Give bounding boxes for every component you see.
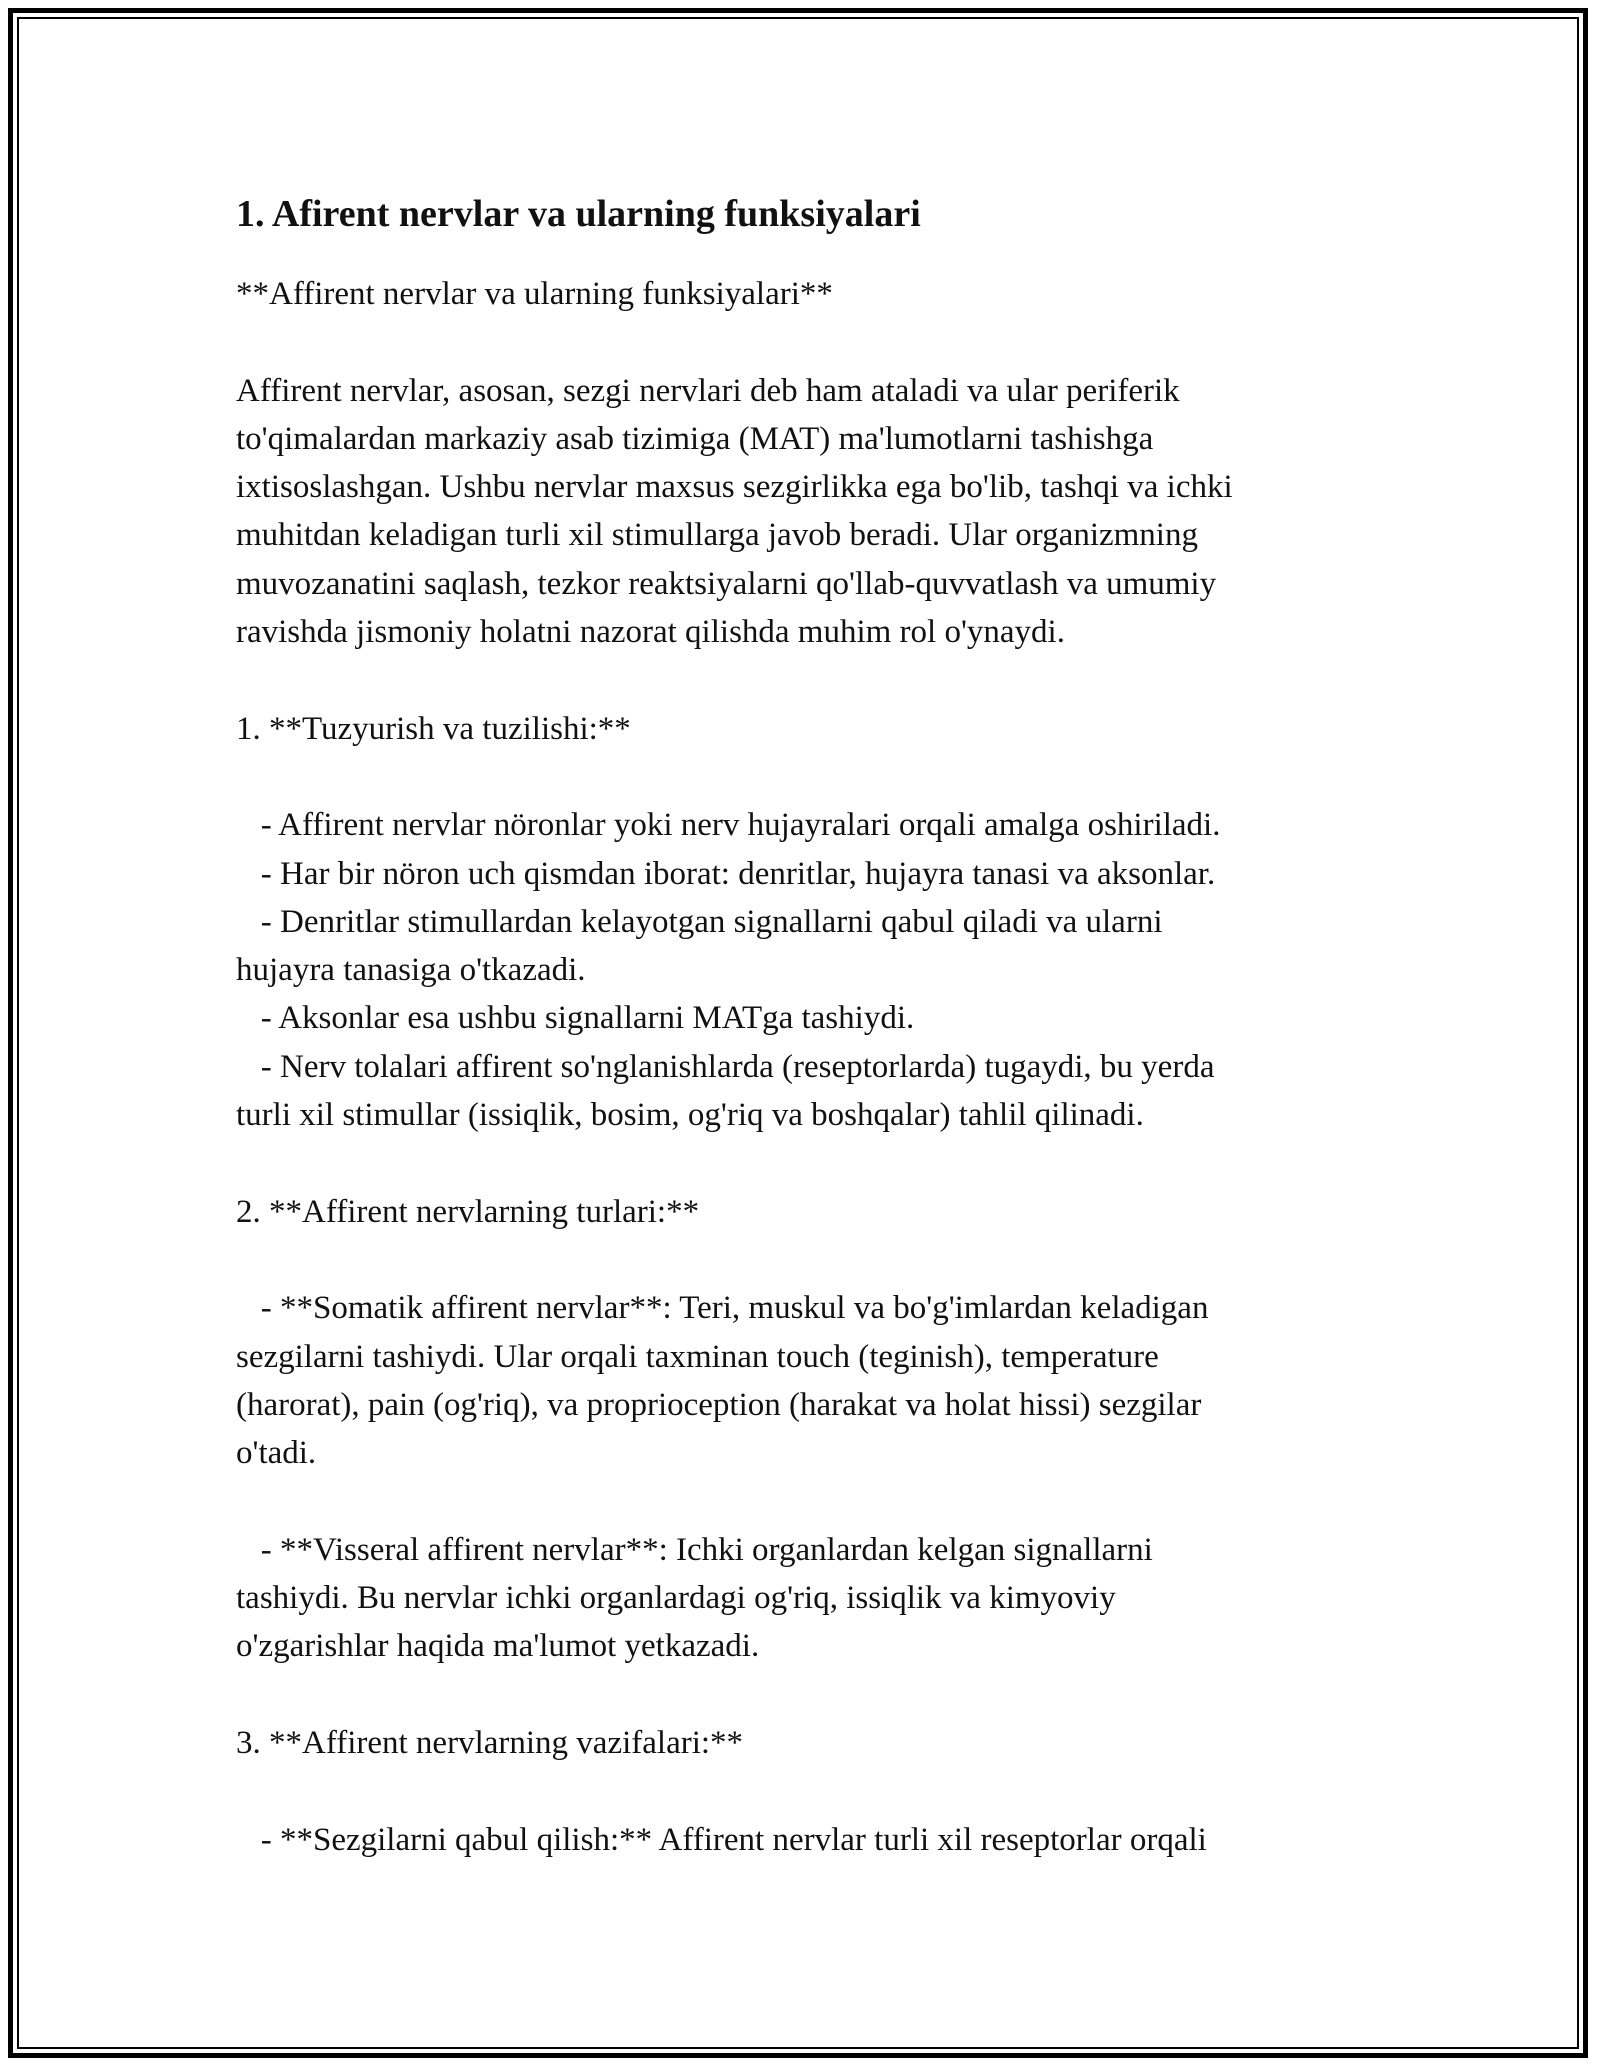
text-line: o'tadi. (236, 1435, 317, 1472)
text-line (236, 1236, 1356, 1284)
text-line: to'qimalardan markaziy asab tizimiga (MAT) ma'lumotlarni tashishga (236, 420, 1154, 457)
text-line: **Affirent nervlar va ularning funksiyalari** (236, 276, 833, 312)
text-line (236, 753, 1356, 801)
text-line: - Nerv tolalari affirent so'nglanishlarda (reseptorlarda) tugaydi, bu yerda (236, 1048, 1215, 1085)
text-line: - Denritlar stimullardan kelayotgan signallarni qabul qiladi va ularni (236, 903, 1163, 940)
text-line (236, 1477, 1356, 1525)
text-line: sezgilarni tashiydi. Ular orqali taxminan touch (teginish), temperature (236, 1338, 1159, 1375)
text-line: hujayra tanasiga o'tkazadi. (236, 952, 586, 989)
text-line: 2. **Affirent nervlarning turlari:** (236, 1193, 700, 1230)
text-line: - Affirent nervlar nöronlar yoki nerv hujayralari orqali amalga oshiriladi. (236, 807, 1221, 844)
text-line: muvozanatini saqlash, tezkor reaktsiyalarni qo'llab-quvvatlash va umumiy (236, 565, 1217, 602)
text-line: - **Visseral affirent nervlar**: Ichki organlardan kelgan signallarni (236, 1531, 1153, 1568)
text-line: Affirent nervlar, asosan, sezgi nervlari deb ham ataladi va ular periferik (236, 372, 1180, 409)
text-line: tashiydi. Bu nervlar ichki organlardagi og'riq, issiqlik va kimyoviy (236, 1580, 1116, 1617)
text-line (236, 1139, 1356, 1187)
text-line (236, 1767, 1356, 1815)
text-line: 1. **Tuzyurish va tuzilishi:** (236, 710, 631, 747)
text-line (236, 656, 1356, 704)
text-line: ravishda jismoniy holatni nazorat qilishda muhim rol o'ynaydi. (236, 614, 1065, 651)
text-line: - **Sezgilarni qabul qilish:** Affirent nervlar turli xil reseptorlar orqali (236, 1821, 1207, 1858)
text-line: 3. **Affirent nervlarning vazifalari:** (236, 1724, 744, 1761)
document-text (236, 270, 1356, 1864)
text-line: muhitdan keladigan turli xil stimullarga javob beradi. Ular organizmning (236, 517, 1198, 554)
document-title: 1. Afirent nervlar va ularning funksiyalari (236, 193, 921, 235)
text-line: o'zgarishlar haqida ma'lumot yetkazadi. (236, 1628, 760, 1665)
document-body (236, 186, 1356, 1864)
text-line: - **Somatik affirent nervlar**: Teri, muskul va bo'g'imlardan keladigan (236, 1290, 1209, 1327)
text-line: turli xil stimullar (issiqlik, bosim, og'riq va boshqalar) tahlil qilinadi. (236, 1097, 1144, 1134)
text-line: - Aksonlar esa ushbu signallarni MATga tashiydi. (236, 1000, 915, 1037)
text-line: ixtisoslashgan. Ushbu nervlar maxsus sezgirlikka ega bo'lib, tashqi va ichki (236, 469, 1233, 506)
text-line: (harorat), pain (og'riq), va proprioception (harakat va holat hissi) sezgilar (236, 1386, 1202, 1423)
text-line: - Har bir nöron uch qismdan iborat: denritlar, hujayra tanasi va aksonlar. (236, 855, 1216, 892)
text-line (236, 318, 1356, 366)
text-line (236, 1671, 1356, 1719)
